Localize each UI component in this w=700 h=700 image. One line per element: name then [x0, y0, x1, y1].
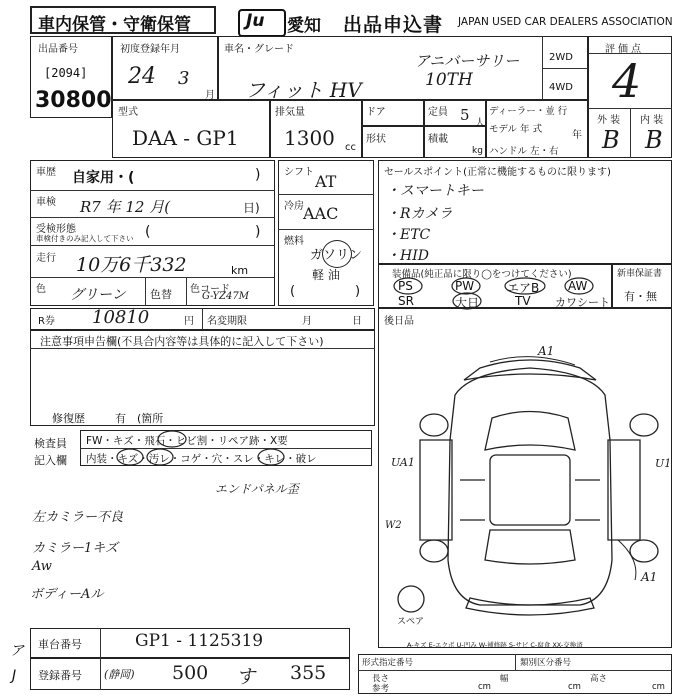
- model-value: DAA - GP1: [132, 126, 239, 150]
- plate-label: 登録番号: [38, 669, 82, 682]
- displacement-unit: cc: [345, 142, 356, 153]
- change-label: 名変期限: [207, 316, 247, 327]
- mileage-unit: km: [231, 264, 249, 277]
- model-year-unit: 年: [572, 130, 582, 141]
- recycle-value: 10810: [92, 307, 150, 328]
- acceptance-close: ): [255, 224, 261, 240]
- drive-hdivider: [542, 68, 588, 69]
- lot-number: 30800: [35, 88, 112, 113]
- shift-value: AT: [315, 172, 337, 191]
- notes-line: [30, 348, 375, 349]
- mark-u1-right: U1: [655, 457, 672, 470]
- history-label: 車歴: [36, 167, 56, 178]
- lot-code: [2094]: [44, 66, 88, 80]
- dealer-label: ディーラー・並 行: [489, 106, 568, 117]
- logo: [238, 9, 286, 37]
- comment-1: エンドパネル歪: [215, 482, 299, 496]
- inspector-div: [80, 448, 372, 449]
- margin-mark-1: ア: [10, 643, 24, 659]
- footer-width: 幅: [500, 674, 509, 684]
- lot-label: 出品番号: [38, 44, 78, 55]
- color-div2: [186, 277, 187, 306]
- car-name-label: 車名・グレード: [224, 44, 294, 55]
- inspection-day: 日): [243, 201, 260, 215]
- shift-div: [278, 194, 374, 195]
- equip-airbag: エアB: [507, 281, 540, 295]
- ac-div: [278, 229, 374, 230]
- rear-label: 後日品: [384, 316, 414, 327]
- equip-leather: カワシート: [555, 296, 610, 309]
- acceptance-note: 車検付きのみ記入して下さい: [36, 234, 134, 243]
- mileage-value: 10万6千332: [76, 254, 187, 276]
- repair-place: (箇所: [137, 412, 164, 425]
- footer-height: 高さ: [590, 674, 608, 684]
- acceptance-label: 受検形態: [36, 224, 76, 235]
- rating-score: 4: [612, 54, 642, 108]
- chassis-label: 車台番号: [38, 638, 82, 651]
- change-day: 日: [352, 316, 362, 327]
- shape-label: 形状: [366, 134, 386, 145]
- logo-text: Ju: [246, 11, 265, 31]
- equip-tv: TV: [515, 294, 531, 308]
- color-label: 色: [36, 284, 46, 295]
- margin-mark-2: J: [12, 668, 17, 684]
- car-name: フィット HV: [245, 78, 362, 102]
- spare-label: スペア: [397, 617, 425, 627]
- rating-label: 評価点: [605, 44, 644, 55]
- comment-5: ボディーAル: [30, 587, 104, 602]
- comment-2: 左カミラー不良: [32, 510, 124, 525]
- inspection-div: [30, 217, 275, 218]
- fuel-light: 軽 油: [312, 268, 340, 282]
- car-grade: アニバーサリー: [415, 52, 520, 70]
- comment-3: カミラー1キズ: [32, 541, 119, 556]
- footer-cm1: cm: [478, 682, 491, 692]
- fuel-gas-circle: [322, 240, 352, 268]
- load-label: 積載: [428, 134, 448, 145]
- first-reg-year: 24: [128, 64, 156, 89]
- storage-value: 有・無: [624, 290, 657, 303]
- diagram-block: [378, 308, 672, 648]
- sales-item-4: ・HID: [386, 248, 429, 264]
- model-year-label: モデル 年 式: [489, 124, 543, 135]
- load-unit: kg: [472, 146, 483, 156]
- mileage-div: [30, 277, 275, 278]
- drive-2wd: 2WD: [549, 52, 573, 63]
- chassis-value: GP1 - 1125319: [135, 631, 264, 651]
- plate-kana: す: [236, 666, 256, 688]
- sales-item-1: ・スマートキー: [386, 183, 484, 199]
- ac-value: AAC: [303, 204, 339, 223]
- rating-vdiv: [630, 108, 631, 158]
- seats-label: 定員: [428, 107, 448, 118]
- mark-a1-front: A1: [538, 344, 555, 358]
- plate-num1: 500: [172, 662, 209, 684]
- inspector-int-row: 内装・キズ・汚レ・コゲ・穴・スレ・キレ・破レ: [86, 453, 317, 465]
- change-month: 月: [302, 316, 312, 327]
- color-code: G-YZ47M: [202, 291, 249, 302]
- interior-grade: B: [645, 126, 663, 154]
- sales-item-3: ・ETC: [386, 227, 431, 243]
- plate-num2: 355: [290, 662, 327, 684]
- mileage-label: 走行: [36, 253, 56, 264]
- month-unit: 月: [205, 90, 215, 101]
- color-div: [145, 277, 146, 306]
- footer-ref: 参考: [372, 684, 390, 694]
- mark-ua1-left: UA1: [391, 456, 415, 469]
- equip-nav: 大日: [455, 296, 480, 310]
- recycle-label: R券: [38, 316, 55, 327]
- footer-cm3: cm: [652, 682, 665, 692]
- form-title: 出品申込書: [343, 14, 444, 36]
- repair-label: 修復歴: [52, 412, 85, 425]
- recycle-unit: 円: [184, 316, 194, 327]
- equip-sr: SR: [398, 294, 414, 308]
- displacement-label: 排気量: [275, 107, 305, 118]
- equip-aw: AW: [568, 279, 588, 293]
- footer-vdiv: [515, 654, 516, 670]
- notes-label: 注意事項申告欄(不具合内容等は具体的に記入して下さい): [40, 335, 324, 348]
- seats-unit: 人: [475, 118, 485, 129]
- fuel-gas: ガソリン: [310, 248, 363, 263]
- displacement-value: 1300: [284, 126, 335, 150]
- interior-label: 内 装: [640, 115, 664, 126]
- first-reg-label: 初度登録年月: [120, 44, 180, 55]
- inspector-label-1: 検査員: [34, 437, 67, 450]
- shift-label: シフト: [284, 167, 314, 178]
- repair-value: 有: [115, 412, 126, 425]
- equip-pw: PW: [455, 279, 475, 293]
- assoc-en: JAPAN USED CAR DEALERS ASSOCIATION: [458, 16, 673, 28]
- fuel-close: ): [355, 284, 361, 299]
- footer-cm2: cm: [568, 682, 581, 692]
- plate-div: [100, 658, 101, 690]
- footer-class-label: 類別区分番号: [520, 658, 572, 668]
- history-value: 自家用・(: [72, 170, 135, 186]
- first-reg-month: 3: [178, 68, 190, 89]
- door-label: ドア: [366, 107, 386, 118]
- handle-label: ハンドル 左・右: [489, 146, 559, 157]
- history-div: [30, 190, 275, 191]
- acceptance-open: (: [145, 224, 151, 240]
- drive-4wd: 4WD: [549, 82, 573, 93]
- comment-4: Aw: [32, 559, 52, 574]
- inspection-label: 車検: [36, 197, 56, 208]
- seats-value: 5: [460, 106, 470, 124]
- assoc-jp: 愛知: [287, 16, 321, 36]
- exterior-label: 外 装: [597, 115, 621, 126]
- footer-length: 長さ: [372, 674, 390, 684]
- repaint-label: 色替: [150, 288, 172, 301]
- footer-model-label: 形式指定番号: [362, 658, 414, 668]
- diagram-legend: A-キズ E-エクボ U-凹み W-補修跡 S-サビ C-腐食 XX-交換済: [407, 641, 583, 649]
- acceptance-div: [30, 245, 275, 246]
- car-grade2: 10TH: [425, 70, 473, 90]
- fuel-label: 燃料: [284, 236, 304, 247]
- equipment-label: 装備品(純正品に限り◯をつけてください): [392, 269, 572, 280]
- inspector-fw-row: FW・キズ・飛石・ヒビ割・リペア跡・X要: [86, 435, 288, 447]
- color-value: グリーン: [70, 287, 126, 303]
- history-close: ): [255, 167, 261, 183]
- exterior-grade: B: [602, 126, 620, 154]
- recycle-div: [202, 308, 203, 330]
- chassis-div: [100, 628, 101, 658]
- plate-region: (静岡): [104, 668, 135, 681]
- inspector-label-2: 記入欄: [34, 454, 67, 467]
- ac-label: 冷房: [284, 201, 304, 212]
- fuel-open: (: [290, 284, 296, 299]
- mark-a1-rear: A1: [641, 570, 658, 584]
- model-label: 型式: [118, 107, 138, 118]
- storage-label: 新車保証書: [617, 269, 663, 279]
- sales-item-2: ・Rカメラ: [386, 206, 453, 222]
- inspection-value: R7 年 12 月(: [80, 198, 171, 216]
- sales-label: セールスポイント(正常に機能するものに限ります): [384, 167, 611, 178]
- mark-w2-left: W2: [385, 520, 402, 531]
- header-title: 車内保管・守衛保管: [38, 15, 191, 35]
- color-code-label: 色コード: [190, 284, 230, 295]
- equip-ps: PS: [398, 279, 413, 293]
- footer-div: [358, 670, 672, 671]
